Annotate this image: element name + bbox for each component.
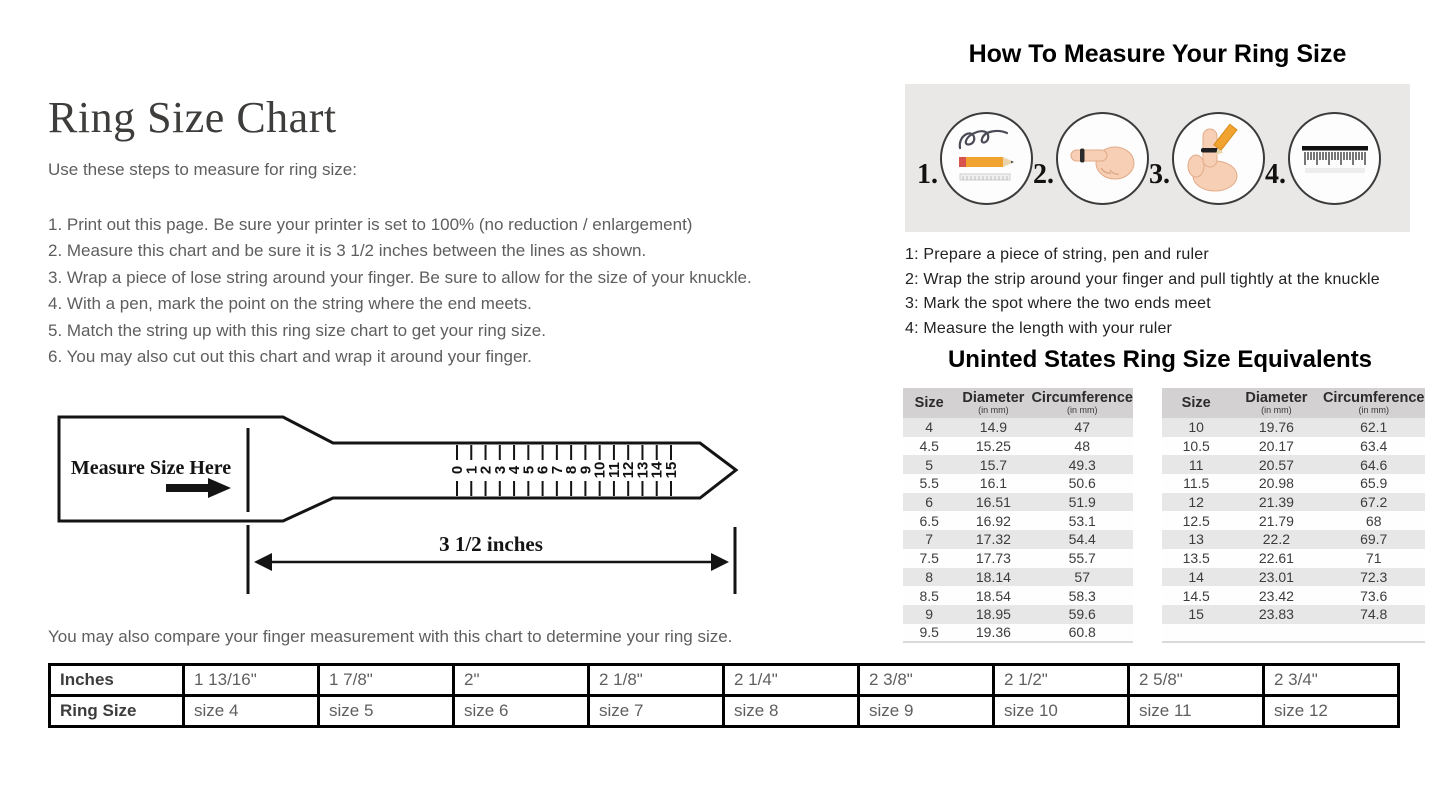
length-label: 3 1/2 inches	[439, 532, 543, 556]
table-cell: size 11	[1129, 696, 1264, 727]
step-item: 5. Match the string up with this ring size chart to get your ring size.	[48, 320, 546, 340]
step-item: 3. Wrap a piece of lose string around your finger. Be sure to allow for the size of your knuckle.	[48, 267, 752, 287]
measure-steps-list	[48, 212, 752, 370]
table-cell: 5	[903, 455, 955, 474]
table-cell: size 4	[184, 696, 319, 727]
howto-steps-list	[905, 243, 1380, 341]
table-row	[50, 665, 1399, 696]
table-cell: size 5	[319, 696, 454, 727]
table-cell: 49.3	[1031, 455, 1133, 474]
tick-number: 12	[620, 461, 638, 479]
table-row	[1162, 586, 1425, 605]
table-cell: 8	[903, 568, 955, 587]
tick-number: 9	[577, 465, 595, 475]
tick-number: 3	[491, 465, 509, 475]
table-cell: 2"	[454, 665, 589, 696]
table-row	[903, 437, 1133, 456]
table-cell: 72.3	[1322, 568, 1425, 587]
table-cell: 54.4	[1031, 530, 1133, 549]
table-cell: 14.9	[955, 418, 1031, 437]
table-cell: 18.14	[955, 568, 1031, 587]
page-title: Ring Size Chart	[48, 93, 337, 142]
table-cell: 74.8	[1322, 605, 1425, 624]
measure-here-label: Measure Size Here	[70, 457, 232, 479]
table-cell	[1322, 624, 1425, 643]
step-number: 3.	[1149, 158, 1170, 190]
table-cell: 48	[1031, 437, 1133, 456]
table-cell: size 6	[454, 696, 589, 727]
table-cell: 7	[903, 530, 955, 549]
table-cell: 11.5	[1162, 474, 1230, 493]
table-cell: 9	[903, 605, 955, 624]
table-row	[50, 696, 1399, 727]
table-cell: 1 13/16"	[184, 665, 319, 696]
tick-number: 1	[463, 465, 481, 475]
table-cell: 20.17	[1230, 437, 1322, 456]
table-cell	[1162, 624, 1230, 643]
table-cell: 64.6	[1322, 455, 1425, 474]
table-cell: 22.61	[1230, 549, 1322, 568]
table-cell: 10.5	[1162, 437, 1230, 456]
table-row	[1162, 418, 1425, 437]
table-cell: 8.5	[903, 586, 955, 605]
us-size-table-right	[1162, 388, 1425, 643]
tick-number: 15	[662, 461, 680, 479]
column-header-circumference: Circumference (in mm)	[1322, 388, 1425, 418]
table-cell: 57	[1031, 568, 1133, 587]
table-cell: size 8	[724, 696, 859, 727]
table-cell: 18.95	[955, 605, 1031, 624]
table-cell: 60.8	[1031, 624, 1133, 643]
table-cell: 16.51	[955, 493, 1031, 512]
table-row	[903, 474, 1133, 493]
table-cell: 19.36	[955, 624, 1031, 643]
table-row	[903, 455, 1133, 474]
table-row	[1162, 511, 1425, 530]
table-cell: 15.7	[955, 455, 1031, 474]
table-cell: 71	[1322, 549, 1425, 568]
tick-number: 13	[634, 461, 652, 479]
table-cell: size 12	[1264, 696, 1399, 727]
table-cell: 14	[1162, 568, 1230, 587]
tick-number: 6	[534, 465, 552, 475]
table-cell: 13	[1162, 530, 1230, 549]
table-cell: 67.2	[1322, 493, 1425, 512]
table-cell: 2 1/2"	[994, 665, 1129, 696]
tick-number: 10	[591, 461, 609, 479]
table-cell: 55.7	[1031, 549, 1133, 568]
table-cell: 17.32	[955, 530, 1031, 549]
column-header-circumference: Circumference (in mm)	[1031, 388, 1133, 418]
column-unit: (in mm)	[1066, 405, 1098, 415]
intro-text: Use these steps to measure for ring size:	[48, 160, 357, 179]
table-cell: 20.98	[1230, 474, 1322, 493]
ruler-icon	[1288, 112, 1381, 205]
howto-title: How To Measure Your Ring Size	[968, 40, 1347, 68]
column-unit: (in mm)	[1358, 405, 1389, 415]
equivalents-title: Uninted States Ring Size Equivalents	[947, 346, 1373, 373]
table-cell: 7.5	[903, 549, 955, 568]
ring-sizer-svg	[48, 408, 748, 603]
empty-row	[1162, 624, 1425, 643]
table-cell: 14.5	[1162, 586, 1230, 605]
string-around-finger-icon	[1056, 112, 1149, 205]
table-cell: 62.1	[1322, 418, 1425, 437]
table-cell: 23.42	[1230, 586, 1322, 605]
step-item: 4. With a pen, mark the point on the string where the end meets.	[48, 294, 532, 314]
table-cell: 12.5	[1162, 511, 1230, 530]
table-cell: 2 1/4"	[724, 665, 859, 696]
table-cell: 21.79	[1230, 511, 1322, 530]
howto-step-2	[1033, 112, 1149, 205]
column-unit: (in mm)	[978, 405, 1009, 415]
table-row	[903, 493, 1133, 512]
howto-step-3	[1149, 112, 1265, 205]
table-row	[1162, 549, 1425, 568]
column-header-diameter: Diameter (in mm)	[1230, 388, 1322, 418]
table-cell: 13.5	[1162, 549, 1230, 568]
table-cell: 50.6	[1031, 474, 1133, 493]
tick-number: 4	[506, 465, 524, 475]
table-cell: 51.9	[1031, 493, 1133, 512]
table-row	[903, 530, 1133, 549]
table-row	[1162, 474, 1425, 493]
table-cell: 15	[1162, 605, 1230, 624]
tick-number: 0	[449, 465, 466, 475]
step-item: 6. You may also cut out this chart and wrap it around your finger.	[48, 347, 532, 367]
table-row	[903, 418, 1133, 437]
table-cell: 1 7/8"	[319, 665, 454, 696]
table-cell: 4.5	[903, 437, 955, 456]
table-cell: 2 3/8"	[859, 665, 994, 696]
table-row	[1162, 437, 1425, 456]
table-cell: 16.92	[955, 511, 1031, 530]
table-cell: 69.7	[1322, 530, 1425, 549]
column-header-size: Size	[1162, 388, 1230, 418]
table-cell: 59.6	[1031, 605, 1133, 624]
table-row	[1162, 455, 1425, 474]
string-pen-ruler-icon	[940, 112, 1033, 205]
table-row	[1162, 605, 1425, 624]
table-row	[1162, 493, 1425, 512]
column-header-diameter: Diameter (in mm)	[955, 388, 1031, 418]
table-cell: 10	[1162, 418, 1230, 437]
step-item: 2. Measure this chart and be sure it is 3 1/2 inches between the lines as shown.	[48, 241, 647, 261]
tick-number: 8	[563, 465, 581, 475]
table-row	[903, 568, 1133, 587]
table-cell: 6	[903, 493, 955, 512]
table-cell: 20.57	[1230, 455, 1322, 474]
table-cell: size 10	[994, 696, 1129, 727]
howto-step-1	[917, 112, 1033, 205]
step-number: 2.	[1033, 158, 1054, 190]
table-cell: 6.5	[903, 511, 955, 530]
table-cell: 22.2	[1230, 530, 1322, 549]
table-cell: 16.1	[955, 474, 1031, 493]
table-row	[903, 605, 1133, 624]
table-cell: 2 5/8"	[1129, 665, 1264, 696]
table-cell: 4	[903, 418, 955, 437]
row-label: Ring Size	[50, 696, 184, 727]
step-number: 4.	[1265, 158, 1286, 190]
table-row	[903, 511, 1133, 530]
mark-string-pencil-icon	[1172, 112, 1265, 205]
table-cell: 65.9	[1322, 474, 1425, 493]
table-cell: 21.39	[1230, 493, 1322, 512]
table-row	[1162, 568, 1425, 587]
howto-step-text: 3: Mark the spot where the two ends meet	[905, 295, 1211, 313]
tick-number: 2	[477, 465, 495, 475]
tick-number: 11	[605, 462, 623, 478]
row-label: Inches	[50, 665, 184, 696]
howto-step-text: 4: Measure the length with your ruler	[905, 319, 1173, 337]
table-cell: size 9	[859, 696, 994, 727]
table-cell: 9.5	[903, 624, 955, 643]
table-cell: 5.5	[903, 474, 955, 493]
table-cell: 19.76	[1230, 418, 1322, 437]
table-cell: 2 1/8"	[589, 665, 724, 696]
table-cell: 23.01	[1230, 568, 1322, 587]
howto-step-4	[1265, 112, 1381, 205]
table-cell: 23.83	[1230, 605, 1322, 624]
tick-number: 5	[520, 465, 538, 475]
table-row	[903, 624, 1133, 643]
table-cell	[1230, 624, 1322, 643]
table-cell: 2 3/4"	[1264, 665, 1399, 696]
table-row	[903, 549, 1133, 568]
table-cell: 15.25	[955, 437, 1031, 456]
table-cell: 17.73	[955, 549, 1031, 568]
table-cell: 53.1	[1031, 511, 1133, 530]
table-cell: 73.6	[1322, 586, 1425, 605]
table-cell: size 7	[589, 696, 724, 727]
table-cell: 68	[1322, 511, 1425, 530]
table-cell: 18.54	[955, 586, 1031, 605]
table-cell: 58.3	[1031, 586, 1133, 605]
howto-step-text: 1: Prepare a piece of string, pen and ruler	[905, 246, 1209, 263]
compare-note: You may also compare your finger measurement with this chart to determine your ring size.	[48, 627, 733, 646]
step-number: 1.	[917, 158, 938, 190]
howto-illustration-panel	[905, 84, 1410, 232]
column-unit: (in mm)	[1261, 405, 1292, 415]
table-cell: 47	[1031, 418, 1133, 437]
step-item: 1. Print out this page. Be sure your printer is set to 100% (no reduction / enlargement)	[48, 215, 693, 234]
inches-ring-size-table	[48, 663, 1400, 728]
table-row	[1162, 530, 1425, 549]
table-row	[903, 586, 1133, 605]
table-cell: 12	[1162, 493, 1230, 512]
tick-number: 14	[648, 461, 666, 479]
table-cell: 11	[1162, 455, 1230, 474]
howto-step-text: 2: Wrap the strip around your finger and pull tightly at the knuckle	[905, 270, 1380, 288]
ring-sizer-diagram	[48, 408, 748, 603]
us-size-table-left	[903, 388, 1133, 643]
column-header-size: Size	[903, 388, 955, 418]
tick-number: 7	[548, 465, 566, 475]
table-cell: 63.4	[1322, 437, 1425, 456]
